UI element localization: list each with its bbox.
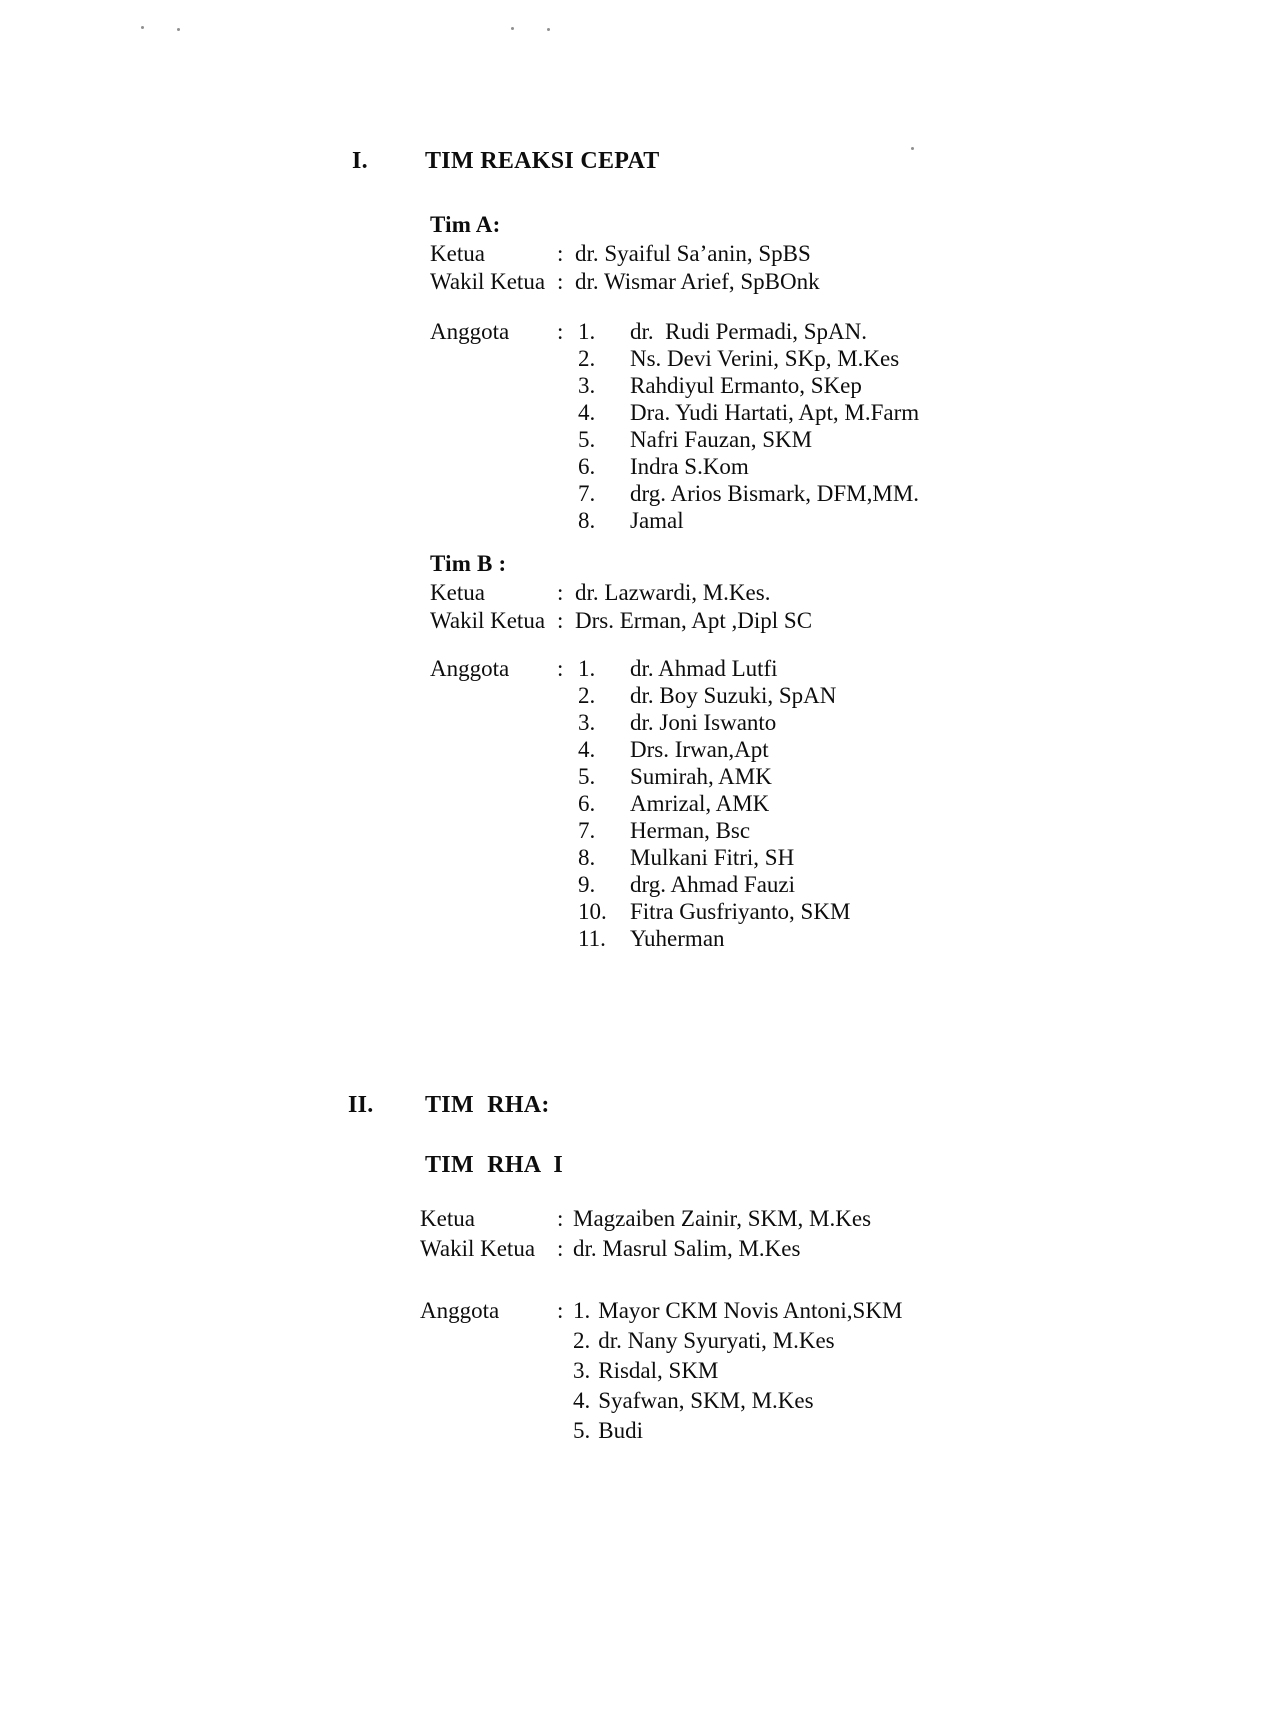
member-row [430,480,919,507]
member-name: Syafwan, SKM, M.Kes [598,1388,814,1413]
colon-separator: : [557,1298,564,1323]
member-number: 6. [578,791,596,816]
member-number: 8. [578,845,596,870]
member-row [430,817,850,844]
section-subheading: TIM RHA I [425,1152,564,1178]
member-name: Indra S.Kom [630,454,749,479]
member-number: 6. [578,454,596,479]
section-heading [348,1092,550,1119]
scan-speck [547,28,550,31]
member-number: 4. [573,1388,591,1413]
member-name: drg. Ahmad Fauzi [630,872,796,897]
role-label: Wakil Ketua [430,269,546,294]
member-row [430,844,850,871]
member-row [430,763,850,790]
member-number: 3. [578,373,596,398]
member-number: 2. [578,346,596,371]
role-label: Wakil Ketua [430,608,546,633]
member-number: 5. [578,764,596,789]
member-number: 1. [573,1298,591,1323]
member-row [430,871,850,898]
team-tim-a [430,210,919,534]
role-value: dr. Wismar Arief, SpBOnk [575,269,820,294]
member-number: 7. [578,481,596,506]
colon-separator: : [557,1206,564,1231]
member-number: 4. [578,737,596,762]
member-number: 2. [578,683,596,708]
members-label: Anggota [430,656,510,681]
scan-speck [177,28,180,31]
member-name: Risdal, SKM [598,1358,719,1383]
member-name: dr. Nany Syuryati, M.Kes [598,1328,835,1353]
role-row [430,268,919,296]
colon-separator: : [557,656,564,681]
member-number: 5. [578,427,596,452]
scan-speck [911,147,914,150]
member-row [430,345,919,372]
team-tim-rha-1 [420,1204,902,1446]
members-label: Anggota [420,1298,500,1323]
role-row [430,240,919,268]
member-row [420,1326,902,1356]
member-row [430,925,850,952]
colon-separator: : [557,241,564,266]
colon-separator: : [557,1236,564,1261]
colon-separator: : [557,580,564,605]
member-number: 8. [578,508,596,533]
role-value: dr. Masrul Salim, M.Kes [573,1236,801,1261]
role-row [430,579,850,607]
colon-separator: : [557,608,564,633]
team-heading: Tim B : [430,551,507,576]
member-name: Rahdiyul Ermanto, SKep [630,373,862,398]
member-name: Ns. Devi Verini, SKp, M.Kes [630,346,900,371]
member-row [420,1296,902,1326]
member-name: dr. Joni Iswanto [630,710,777,735]
member-row [430,453,919,480]
member-name: Yuherman [630,926,725,951]
member-number: 11. [578,926,606,951]
member-number: 1. [578,656,596,681]
member-name: dr. Rudi Permadi, SpAN. [630,319,868,344]
member-name: drg. Arios Bismark, DFM,MM. [630,481,920,506]
members-label: Anggota [430,319,510,344]
section-numeral: II. [348,1092,374,1118]
member-number: 7. [578,818,596,843]
team-heading: Tim A: [430,212,501,237]
role-row [420,1204,902,1234]
member-name: Dra. Yudi Hartati, Apt, M.Farm [630,400,920,425]
role-value: dr. Lazwardi, M.Kes. [575,580,771,605]
member-name: Sumirah, AMK [630,764,772,789]
member-name: Jamal [630,508,684,533]
colon-separator: : [557,269,564,294]
member-number: 5. [573,1418,591,1443]
role-label: Ketua [430,241,485,266]
member-row [430,507,919,534]
member-number: 9. [578,872,596,897]
member-row [430,790,850,817]
member-name: dr. Boy Suzuki, SpAN [630,683,837,708]
member-number: 3. [578,710,596,735]
section-heading [352,148,660,175]
member-name: Amrizal, AMK [630,791,770,816]
role-label: Ketua [430,580,485,605]
scan-speck [511,27,514,30]
member-row [430,372,919,399]
member-number: 2. [573,1328,591,1353]
member-name: Herman, Bsc [630,818,751,843]
role-label: Ketua [420,1206,475,1231]
member-row [430,399,919,426]
role-row [430,607,850,635]
member-row [420,1416,902,1446]
role-label: Wakil Ketua [420,1236,536,1261]
colon-separator: : [557,319,564,344]
member-number: 1. [578,319,596,344]
role-value: Drs. Erman, Apt ,Dipl SC [575,608,813,633]
section-title: TIM RHA: [425,1092,550,1118]
member-row [430,736,850,763]
role-value: dr. Syaiful Sa’anin, SpBS [575,241,811,266]
member-name: Mayor CKM Novis Antoni,SKM [598,1298,903,1323]
member-number: 3. [573,1358,591,1383]
member-number: 4. [578,400,596,425]
member-name: Mulkani Fitri, SH [630,845,795,870]
section-title: TIM REAKSI CEPAT [425,148,660,174]
member-name: Budi [598,1418,643,1443]
scan-speck [141,26,144,29]
member-number: 10. [578,899,607,924]
member-name: dr. Ahmad Lutfi [630,656,778,681]
member-row [420,1356,902,1386]
member-row [430,318,919,345]
member-name: Fitra Gusfriyanto, SKM [630,899,851,924]
member-row [430,655,850,682]
member-row [430,682,850,709]
section-numeral: I. [352,148,368,174]
member-row [430,709,850,736]
member-row [430,426,919,453]
member-name: Drs. Irwan,Apt [630,737,769,762]
member-row [420,1386,902,1416]
team-tim-b [430,549,850,952]
role-value: Magzaiben Zainir, SKM, M.Kes [573,1206,872,1231]
member-row [430,898,850,925]
role-row [420,1234,902,1264]
member-name: Nafri Fauzan, SKM [630,427,813,452]
